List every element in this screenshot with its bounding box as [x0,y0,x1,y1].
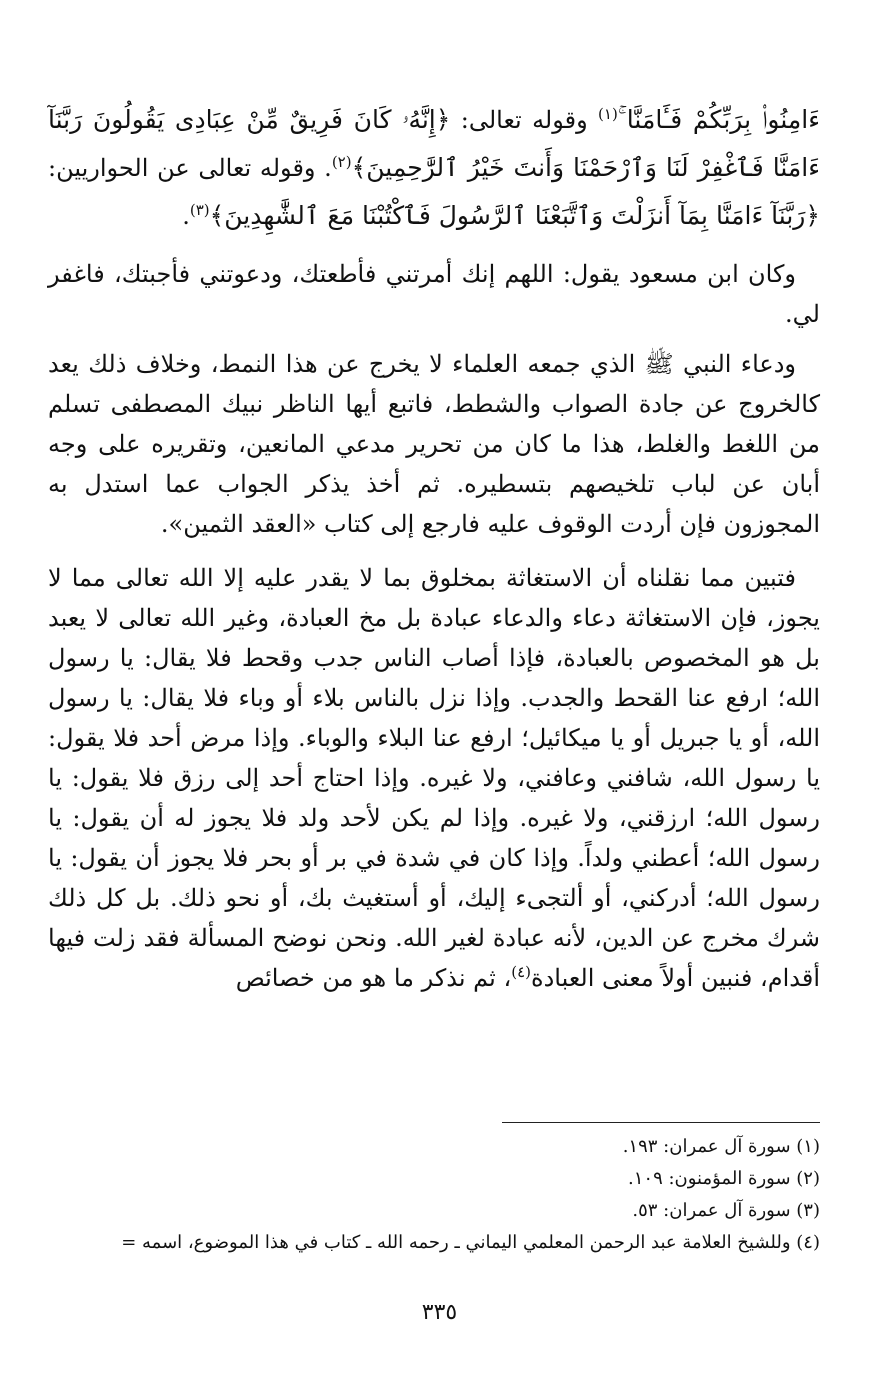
quran-verse-3: ﴿رَبَّنَآ ءَامَنَّا بِمَآ أَنزَلْتَ وَٱتَّبَعْنَا ٱلرَّسُولَ فَٱكْتُبْنَا مَعَ ٱلشَّٰهِدِينَ﴾ [209,201,820,230]
paragraph-text: ، ثم نذكر ما هو من خصائص [235,964,512,992]
paragraph-ibn-masud: وكان ابن مسعود يقول: اللهم إنك أمرتني فأطعتك، ودعوتني فأجبتك، فاغفر لي. [48,260,820,328]
page-body [48,96,820,998]
footnote-ref-3[interactable]: (٣) [189,201,210,219]
paragraph-istighatha [48,558,820,998]
footnote-4: (٤) وللشيخ العلامة عبد الرحمن المعلمي اليماني ـ رحمه الله ـ كتاب في هذا الموضوع، اسمه = [121,1232,820,1253]
footnote-1: (١) سورة آل عمران: ١٩٣. [622,1136,820,1157]
quran-verse-1: ءَامِنُوا۟ بِرَبِّكُمْ فَـَٔامَنَّا ۚ [617,105,820,134]
paragraph-text: فتبين مما نقلناه أن الاستغاثة بمخلوق بما لا يقدر عليه إلا الله تعالى مما لا يجوز، فإن الاستغاثة دعاء والدعاء عبادة بل مخ العبادة، وغير الله تعالى لا يعبد بل هو المخصوص بالعبادة، فإذا أصاب الناس جدب وقحط فلا يقال: يا رسول الله؛ ارفع عنا القحط والجدب. وإذا نزل بالناس بلاء أو وباء فلا يقال: يا رسول الله، أو يا جبريل أو يا ميكائيل؛ ارفع عنا البلاء والوباء. وإذا مرض أحد فلا يقول: يا رسول الله، شافني وعافني، ولا غيره. وإذا احتاج أحد إلى رزق فلا يقول: يا رسول الله؛ ارزقني، ولا غيره. وإذا لم يكن لأحد ولد فلا يجوز له أن يقول: يا رسول الله؛ أعطني ولداً. وإذا كان في شدة في بر أو بحر فلا يجوز أن يقول: يا رسول الله؛ أدركني، أو ألتجىء إليك، أو أستغيث بك، أو نحو ذلك. بل كل ذلك شرك مخرج عن الدين، لأنه عبادة لغير الله. ونحن نوضح المسألة فقد زلت فيها أقدام، فنبين أولاً معنى العبادة [48,564,820,992]
footnotes [48,1131,820,1259]
page-number: ٣٣٥ [421,1300,458,1325]
footnote-separator [502,1122,820,1123]
paragraph-prophet-dua: ودعاء النبي ﷺ الذي جمعه العلماء لا يخرج عن هذا النمط، وخلاف ذلك يعد كالخروج عن جادة الصواب والشطط، فاتبع أيها الناظر نبيك المصطفى تسلم من اللغط والغلط، هذا ما كان من تحرير مدعي المانعين، وتقريره على وجه أبان عن لباب تلخيصهم بتسطيره. ثم أخذ يذكر الجواب عما استدل به المجوزون فإن أردت الوقوف عليه فارجع إلى كتاب «العقد الثمين». [48,350,820,538]
paragraph-quran-verses [48,96,820,240]
paragraph-text: . [182,202,190,230]
quran-verse-2: ﴿إِنَّهُۥ كَانَ فَرِيقٌ مِّنْ عِبَادِى يَقُولُونَ رَبَّنَآ ءَامَنَّا فَٱغْفِرْ لَنَا وَٱرْحَمْنَا وَأَنتَ خَيْرُ ٱلرَّٰحِمِينَ﴾ [48,105,820,182]
footnote-ref-4[interactable]: (٤) [511,963,531,981]
paragraph-text: وقوله تعالى: [450,106,599,134]
footnote-ref-2[interactable]: (٢) [331,153,352,171]
paragraph-text: . وقوله تعالى عن الحواريين: [48,154,332,182]
footnote-ref-1[interactable]: (١) [598,105,618,123]
footnote-3: (٣) سورة آل عمران: ٥٣. [632,1200,820,1221]
footnote-2: (٢) سورة المؤمنون: ١٠٩. [628,1168,820,1189]
